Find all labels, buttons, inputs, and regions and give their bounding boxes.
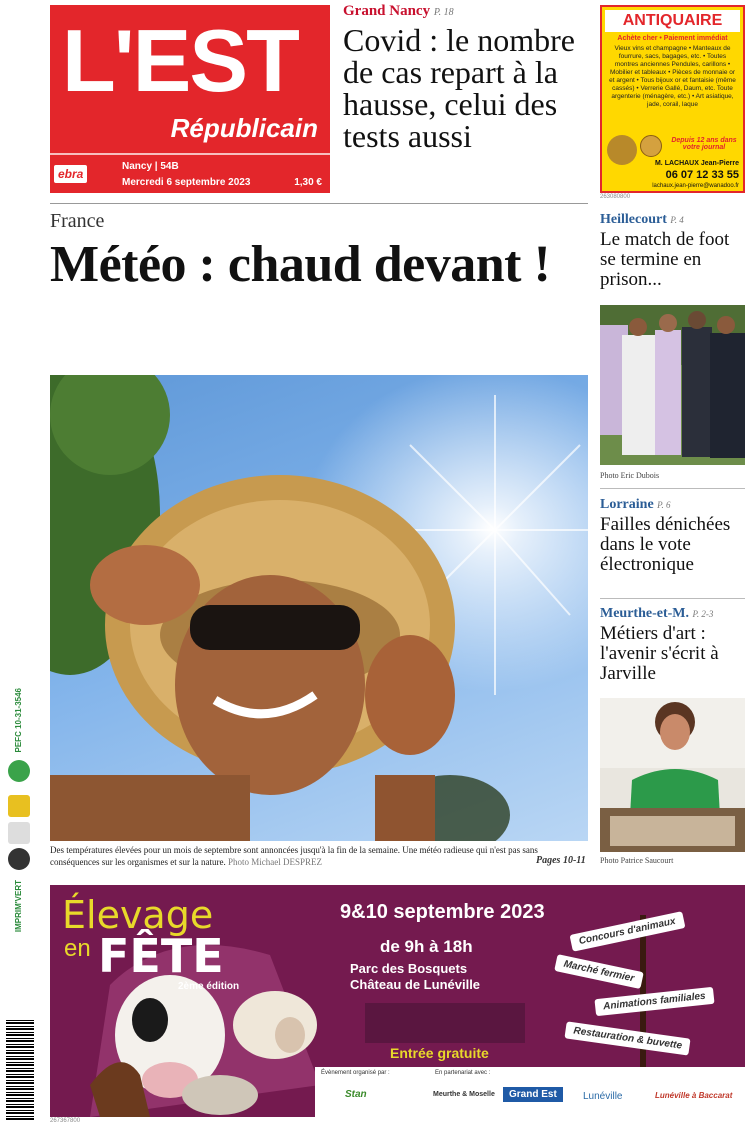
group-logo: ebra xyxy=(54,165,87,183)
stan-logo: Stan xyxy=(345,1089,367,1100)
side-headline[interactable]: Failles dénichées dans le vote électronique xyxy=(600,514,731,575)
top-teaser-headline[interactable]: Covid : le nombre de cas repart à la hausse, celui des tests aussi xyxy=(343,22,575,154)
meurthe-moselle-logo: Meurthe & Moselle xyxy=(433,1091,495,1098)
ad-edition: 2ème édition xyxy=(178,981,240,992)
ad-en: en xyxy=(64,935,91,962)
side-story-heillecourt[interactable] xyxy=(600,212,745,290)
main-kicker: France xyxy=(50,210,105,232)
margin-strip xyxy=(0,680,40,1130)
issue-date: Mercredi 6 septembre 2023 xyxy=(122,177,251,188)
side-kicker: Lorraine P. 6 xyxy=(600,497,671,512)
photo-illustration xyxy=(50,375,588,841)
pefc-icon xyxy=(8,760,30,782)
artisan-illustration xyxy=(600,698,745,852)
ad-sign: Marché fermier xyxy=(554,954,643,989)
ad-free-entry: Entrée gratuite xyxy=(390,1045,489,1061)
photo-credit: Photo Michael DESPREZ xyxy=(228,857,323,867)
masthead-infobar xyxy=(50,153,330,193)
grand-est-logo: Grand Est xyxy=(503,1087,563,1102)
imprimvert-label: IMPRIM'VERT xyxy=(14,880,23,933)
ad-sign: Animations familiales xyxy=(594,987,714,1016)
side-photo-credit: Photo Eric Dubois xyxy=(600,471,660,480)
artisan-photo[interactable] xyxy=(600,698,745,852)
ad-organiser-label: Évènement organisé par : xyxy=(321,1070,390,1076)
football-illustration xyxy=(600,305,745,465)
side-kicker: Heillecourt P. 4 xyxy=(600,212,684,227)
side-photo-credit: Photo Patrice Saucourt xyxy=(600,856,674,865)
ad-dates: 9&10 septembre 2023 xyxy=(340,901,545,923)
main-caption: Des températures élevées pour un mois de septembre sont annoncées jusqu'à la fin de la semaine. Une météo radieuse qui n'est pas sans conséquences sur les organismes et sur la nature. Photo Michael DESPREZ xyxy=(50,845,538,867)
eco-icon xyxy=(8,848,30,870)
ad-sign: Restauration & buvette xyxy=(564,1021,691,1055)
ad-text: Vieux vins et champagne • Manteaux de fourrure, sacs, bagages, etc. • Toutes montres anciennes Pendules, carillons • Mobilier et tableaux • Pièces de monnaie or et argent • Tous bijoux or et fantaisie (même cassés) • Verrerie Gallé, Daum, etc. Toute argenterie (ménagère, etc.) • Art asiatique, jade, corail, laque xyxy=(609,45,736,108)
ad-code: 263080800 xyxy=(600,194,631,200)
ad-venue: Parc des Bosquets xyxy=(350,961,468,976)
coin-icon xyxy=(640,135,662,157)
main-photo[interactable] xyxy=(50,375,588,841)
ad-venue: Château de Lunéville xyxy=(350,977,481,992)
top-teaser-kicker: Grand Nancy P. 18 xyxy=(343,3,454,19)
pages-reference[interactable]: Pages 10-11 xyxy=(536,855,586,866)
triman-icon xyxy=(8,822,30,844)
ad-email: lachaux.jean-pierre@wanadoo.fr xyxy=(652,183,739,189)
divider xyxy=(600,598,745,599)
ad-elevage-en-fete[interactable] xyxy=(50,885,745,1117)
newspaper-subtitle: Républicain xyxy=(170,113,318,143)
masthead[interactable] xyxy=(50,5,330,193)
football-photo[interactable] xyxy=(600,305,745,465)
side-headline[interactable]: Le match de foot se termine en prison... xyxy=(600,229,730,290)
divider xyxy=(600,488,745,489)
main-headline[interactable]: Météo : chaud devant ! xyxy=(50,236,551,293)
issue-price: 1,30 € xyxy=(294,177,322,188)
ad-phone: 06 07 12 33 55 xyxy=(665,169,739,181)
ad-contact: M. LACHAUX Jean-Pierre xyxy=(654,160,739,167)
luneville-logo: Lunéville xyxy=(583,1091,623,1102)
side-kicker: Meurthe-et-M. P. 2-3 xyxy=(600,606,714,621)
edition-label: Nancy | 54B xyxy=(122,161,179,172)
top-teaser[interactable] xyxy=(343,3,593,152)
ad-sign: Concours d'animaux xyxy=(569,911,685,951)
ad-hours: de 9h à 18h xyxy=(380,937,473,956)
coin-icon xyxy=(607,135,637,165)
cc-luneville-baccarat-logo: Lunéville à Baccarat xyxy=(655,1091,733,1100)
ad-fete-title: FÊTE xyxy=(98,929,224,983)
ad-footer xyxy=(315,1067,745,1117)
side-story-meurthe[interactable] xyxy=(600,606,745,684)
side-story-lorraine[interactable] xyxy=(600,497,745,575)
side-headline[interactable]: Métiers d'art : l'avenir s'écrit à Jarville xyxy=(600,623,719,684)
castle-illustration xyxy=(365,1003,525,1043)
barcode xyxy=(6,1020,34,1120)
ad-badge: Depuis 12 ans dans votre journal xyxy=(671,137,737,151)
ad-code: 267367800 xyxy=(50,1118,81,1124)
divider xyxy=(50,203,588,204)
ad-partner-label: En partenariat avec : xyxy=(435,1070,491,1076)
ad-antiquaire[interactable] xyxy=(600,5,745,193)
recycling-icon xyxy=(8,795,30,817)
pefc-label: PEFC 10-31-3546 xyxy=(14,688,23,753)
newspaper-logo: L'EST xyxy=(62,11,298,110)
ad-elevage-title: Élevage xyxy=(62,893,214,937)
ad-subtitle: Achète cher • Paiement immédiat xyxy=(617,35,728,42)
ad-title: ANTIQUAIRE xyxy=(605,10,740,32)
